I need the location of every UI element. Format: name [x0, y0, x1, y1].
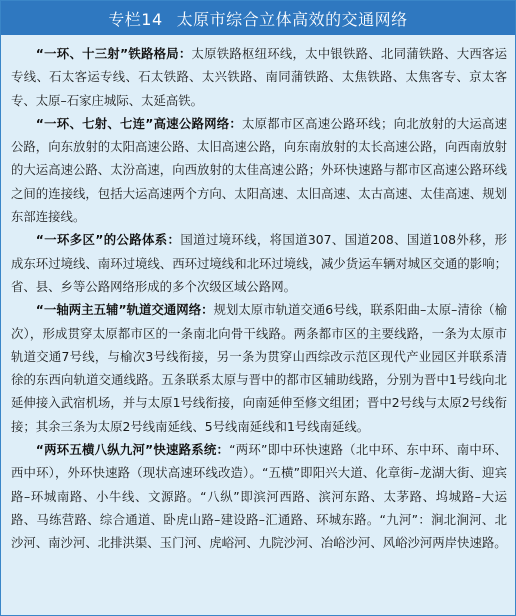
- paragraph-lead: “一轴两主五辅”轨道交通网络：: [35, 302, 214, 318]
- paragraph-expressway-system: [11, 438, 507, 554]
- column-label: 专栏14: [108, 9, 163, 29]
- box-title: 太原市综合立体高效的交通网络: [176, 9, 408, 29]
- paragraph-lead: “一环多区”的公路体系：: [35, 232, 181, 248]
- paragraph-lead: “一环、十三射”铁路格局：: [35, 46, 192, 61]
- paragraph-rail-transit: [11, 298, 507, 438]
- paragraph-body: 太原都市区高速公路环线；向北放射的大运高速公路，向东放射的太阳高速公路、太旧高速公路，向东南放射的太长高速公路，向西南放射的大运高速公路、太汾高速，向西放射的太佳高速公路；外环快速路与都市区高速公路环线之间的连接线，包括大运高速两个方向、太阳高速、太旧高速、太古高速、太佳高速、规划东部连接线。: [11, 115, 507, 225]
- box-title-bar: [1, 1, 515, 35]
- paragraph-body: “两环”即中环快速路（北中环、东中环、南中环、西中环），外环快速路（现状高速环线改造）。“五横”即阳兴大道、化章街–龙湖大街、迎宾路–环城南路、小牛线、文源路。“八纵”即滨河西路、滨河东路、太茅路、坞城路–大运路、马练营路、综合通道、卧虎山路–建设路–汇通路、环城东路。“九河”：涧北涧河、北沙河、南沙河、北排洪渠、玉门河、虎峪河、九院沙河、冶峪沙河、风峪沙河两岸快速路。: [11, 442, 507, 551]
- paragraph-body: 国道过境环线，将国道307、国道208、国道108外移，形成东环过境线、南环过境线、西环过境线和北环过境线，减少货运车辆对城区交通的影响；省、县、乡等公路网络形成的多个次级区域公路网。: [11, 232, 507, 294]
- box-content: [1, 35, 515, 555]
- paragraph-expressway: [11, 112, 507, 228]
- paragraph-lead: “两环五横八纵九河”快速路系统：: [35, 442, 230, 458]
- paragraph-body: 规划太原市轨道交通6号线，联系阳曲–太原–清徐（榆次），形成贯穿太原都市区的一条南北向骨干线路。两条都市区的主要线路，一条为太原市轨道交通7号线，与榆次3号线衔接，另一条为贯穿山西综改示范区现代产业园区并联系清徐的东西向轨道交通线路。五条联系太原与晋中的都市区辅助线路，分别为晋中1号线向北延伸接入武宿机场，并与太原1号线衔接，向南延伸至修文组团；晋中2号线与太原2号线衔接；其余三条为太原2号线南延线、5号线南延线和1号线南延线。: [11, 302, 507, 434]
- paragraph-highway-system: [11, 228, 507, 298]
- paragraph-railway: [11, 42, 507, 112]
- paragraph-lead: “一环、七射、七连”高速公路网络：: [35, 115, 243, 131]
- paragraph-body: 太原铁路枢纽环线，太中银铁路、北同蒲铁路、大西客运专线、石太客运专线、石太铁路、太兴铁路、南同蒲铁路、太焦铁路、太焦客专、京太客专、太原–石家庄城际、太延高铁。: [11, 46, 508, 108]
